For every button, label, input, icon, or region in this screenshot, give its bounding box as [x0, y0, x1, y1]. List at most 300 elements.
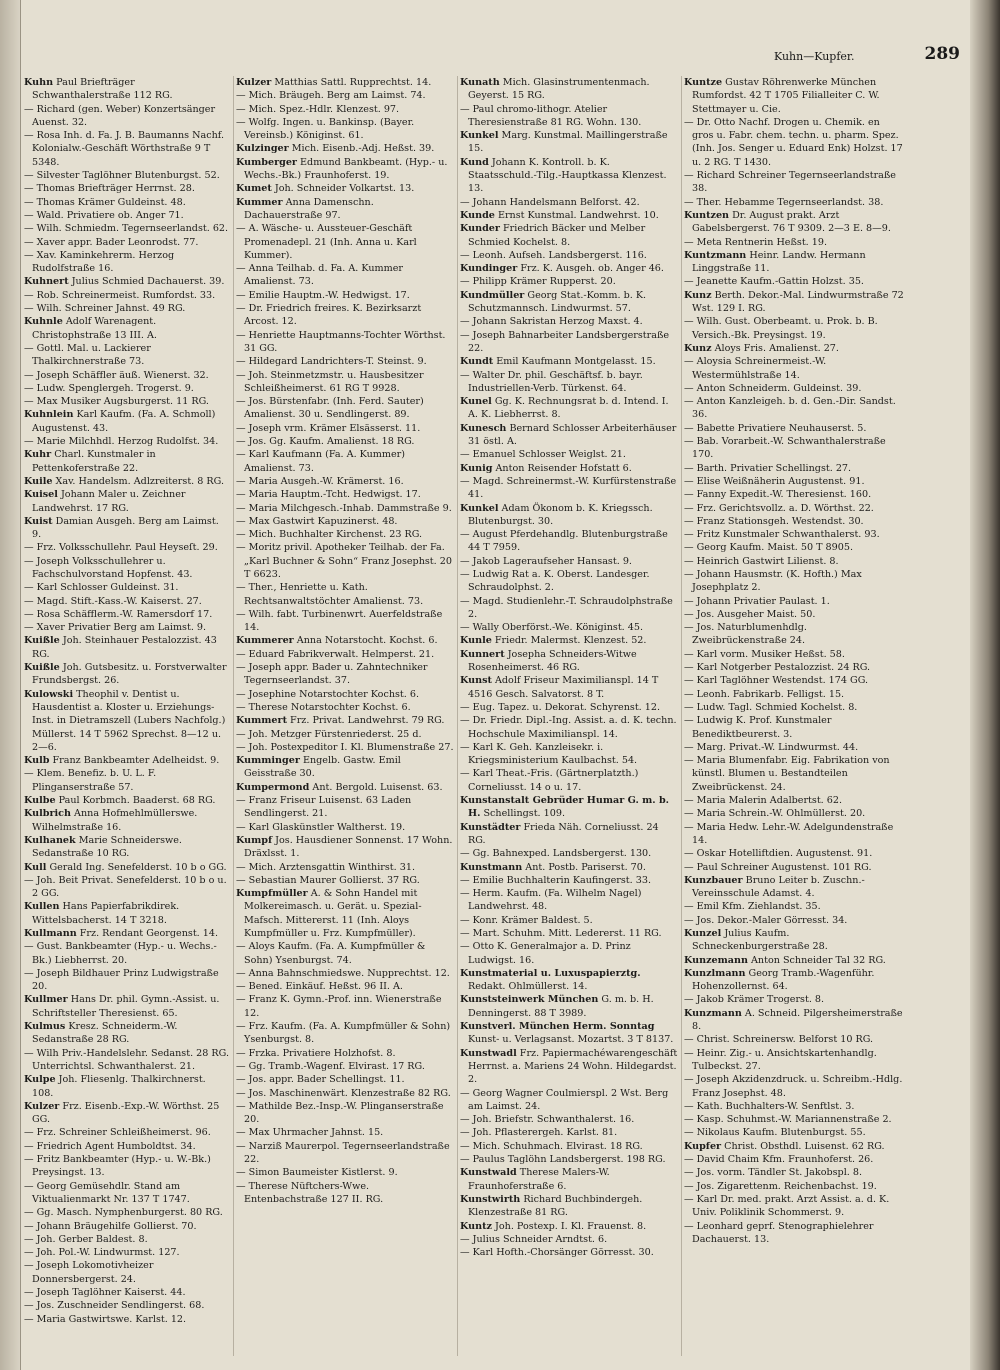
directory-entry [684, 435, 904, 462]
directory-entry [684, 76, 904, 116]
directory-entry [236, 262, 454, 289]
column-divider [681, 76, 682, 1356]
directory-entry [236, 103, 454, 116]
directory-entry [460, 289, 678, 316]
directory-entry [460, 222, 678, 249]
directory-entry [684, 1140, 904, 1153]
entry-text: — Julius Schneider Arndtst. 6. [460, 1233, 608, 1245]
directory-entry [24, 315, 230, 342]
entry-text: — Johann Handelsmann Belforst. 42. [460, 196, 640, 208]
entry-text: Julius Kaufm. Schneckenburgerstraße 28. [692, 928, 828, 953]
directory-entry [24, 634, 230, 661]
entry-text: — Aloysia Schreinermeist.-W. Westermühlstraße 14. [684, 356, 827, 381]
directory-entry [236, 887, 454, 940]
entry-text: — Karl Dr. med. prakt. Arzt Assist. a. d. K. Univ. Poliklinik Schommerst. 9. [684, 1193, 890, 1219]
directory-entry [236, 502, 454, 515]
directory-entry [684, 794, 904, 807]
entry-text: — Bened. Einkäuf. Heßst. 96 II. A. [236, 981, 403, 993]
entry-text: Frz. Papiermachéwarengeschäft Herrnst. a. Mariens 24 Wohn. Hildegardst. 2. [468, 1047, 678, 1086]
directory-entry [24, 1299, 230, 1312]
entry-text: — Wilh. Gust. Oberbeamt. u. Prok. b. B. Versich.-Bk. Preysingst. 19. [684, 316, 878, 341]
directory-entry [684, 555, 904, 568]
entry-text: — Friedrich Agent Humboldtst. 34. [24, 1140, 196, 1152]
entry-text: — Karl vorm. Musiker Heßst. 58. [684, 648, 845, 660]
directory-entry [236, 781, 454, 794]
entry-text: — Karl Taglöhner Westendst. 174 GG. [684, 675, 869, 687]
entry-text: Frz. Rendant Georgenst. 14. [76, 928, 219, 939]
entry-text: — Paulus Taglöhn Landsbergerst. 198 RG. [460, 1154, 666, 1166]
directory-entry [460, 847, 678, 860]
entry-text: — Mich. Bräugeh. Berg am Laimst. 74. [236, 90, 426, 102]
directory-entry [24, 302, 230, 315]
entry-text: — Karl Notgerber Pestalozzist. 24 RG. [684, 662, 871, 674]
column-4 [684, 76, 904, 1356]
entry-text: — Maria Malerin Adalbertst. 62. [684, 795, 843, 807]
entry-surname: Kunstwadl [460, 1047, 517, 1059]
entry-surname: Kuisel [24, 489, 58, 501]
entry-surname: Kunst [460, 675, 492, 687]
entry-text: — Magd. Schreinermst.-W. Kurfürstenstraße 41. [460, 475, 677, 501]
entry-surname: Kunststeinwerk München [460, 994, 599, 1006]
entry-text: — Joseph appr. Bader u. Zahntechniker Tegernseerlandst. 37. [236, 662, 428, 687]
entry-text: — Mathilde Bez.-Insp.-W. Plinganserstraße 20. [236, 1100, 444, 1126]
directory-entry [236, 355, 454, 368]
entry-surname: Kumpfmüller [236, 888, 308, 900]
entry-text: — Philipp Krämer Rupperst. 20. [460, 276, 616, 288]
directory-entry [460, 927, 678, 940]
directory-entry [24, 76, 230, 103]
entry-text: — Joh. Gerber Baldest. 8. [24, 1233, 148, 1245]
entry-text: — Joseph Lokomotivheizer Donnersbergerst. 24. [24, 1260, 154, 1285]
directory-entry [236, 488, 454, 501]
entry-text: Josepha Schneiders-Witwe Rosenheimerst. 46 RG. [468, 648, 637, 674]
entry-text: Kunst- u. Verlagsanst. Mozartst. 3 T 8137. [468, 1034, 674, 1046]
entry-text: — Gg. Bahnexped. Landsbergerst. 130. [460, 848, 652, 860]
directory-entry [460, 1246, 678, 1259]
directory-entry [460, 1020, 678, 1047]
entry-surname: Kunig [460, 462, 493, 474]
directory-entry [24, 608, 230, 621]
entry-text: Marg. Kunstmal. Maillingerstraße 15. [468, 130, 668, 155]
directory-entry [684, 275, 904, 288]
entry-surname: Kumpermond [236, 781, 310, 793]
directory-entry [460, 528, 678, 555]
directory-entry [460, 568, 678, 595]
directory-entry [460, 395, 678, 422]
entry-text: — Mich. Buchhalter Kirchenst. 23 RG. [236, 529, 423, 541]
entry-text: — Joseph Bahnarbeiter Landsbergerstraße 22. [460, 329, 670, 354]
entry-text: — Joseph Taglöhner Kaiserst. 44. [24, 1287, 186, 1299]
entry-text: — Xaver appr. Bader Leonrodst. 77. [24, 236, 199, 248]
entry-text: — Paul chromo-lithogr. Atelier Theresienstraße 81 RG. Wohn. 130. [460, 103, 642, 128]
directory-entry [684, 1166, 904, 1179]
directory-entry [24, 1140, 230, 1153]
directory-entry [236, 289, 454, 302]
directory-entry [460, 634, 678, 647]
entry-text: — Franz Stationsgeh. Westendst. 30. [684, 515, 864, 527]
directory-entry [236, 302, 454, 329]
entry-text: — Therese Notarstochter Kochst. 6. [236, 701, 411, 713]
directory-entry [684, 900, 904, 913]
entry-text: — Joh. Briefstr. Schwanthalerst. 16. [460, 1114, 635, 1126]
entry-text: — Therese Nüftchers-Wwe. Entenbachstraße 127 II. RG. [236, 1180, 384, 1205]
entry-surname: Kuntze [684, 77, 723, 88]
directory-entry [684, 1113, 904, 1126]
entry-surname: Kunzemann [684, 954, 748, 966]
entry-surname: Kuile [24, 475, 53, 487]
entry-text: — Emilie Hauptm.-W. Hedwigst. 17. [236, 289, 410, 301]
directory-entry [24, 395, 230, 408]
entry-text: — Ludw. Tagl. Schmied Kochelst. 8. [684, 701, 858, 713]
entry-surname: Kupfer [684, 1140, 722, 1152]
directory-entry [460, 1047, 678, 1087]
directory-entry [460, 767, 678, 794]
directory-entry [684, 661, 904, 674]
entry-text: — David Chaim Kfm. Fraunhoferst. 26. [684, 1154, 874, 1166]
directory-entry [684, 568, 904, 595]
entry-surname: Kunzlmann [684, 967, 746, 979]
directory-entry [684, 807, 904, 820]
entry-text: Georg Stat.-Komm. b. K. Schutzmannsch. Lindwurmst. 57. [468, 289, 647, 315]
directory-entry [236, 422, 454, 435]
directory-entry [684, 754, 904, 794]
entry-text: — Karl Hofth.-Chorsänger Görresst. 30. [460, 1247, 654, 1259]
entry-text: Friedr. Malermst. Klenzest. 52. [491, 635, 647, 647]
entry-text: — Joh. Postexpeditor I. Kl. Blumenstraße 27. [236, 741, 454, 753]
entry-text: — Jos. Ausgeher Maist. 50. [684, 608, 816, 620]
entry-text: — Gg. Tramb.-Wagenf. Elvirast. 17 RG. [236, 1060, 425, 1072]
entry-text: — Fritz Kunstmaler Schwanthalerst. 93. [684, 529, 880, 541]
entry-text: — Josephine Notarstochter Kochst. 6. [236, 688, 420, 700]
entry-surname: Kunnert [460, 648, 505, 660]
entry-text: — Elise Weißnäherin Augustenst. 91. [684, 475, 865, 487]
directory-entry [460, 462, 678, 475]
entry-text: — Sebastian Maurer Gollierst. 37 RG. [236, 874, 420, 886]
entry-text: Frz. Eisenb.-Exp.-W. Wörthst. 25 GG. [32, 1100, 220, 1126]
directory-entry [684, 1100, 904, 1113]
directory-entry [24, 541, 230, 554]
directory-entry [24, 900, 230, 927]
entry-text: — Frz. Gerichtsvollz. a. D. Wörthst. 22. [684, 502, 874, 514]
directory-entry [460, 1220, 678, 1233]
entry-text: — Wolfg. Ingen. u. Bankinsp. (Bayer. Vereinsb.) Königinst. 61. [236, 116, 415, 142]
entry-text: Frz. K. Ausgeh. ob. Anger 46. [517, 263, 664, 275]
entry-text: — Gottl. Mal. u. Lackierer Thalkirchnerstraße 73. [24, 342, 151, 368]
entry-text: A. Schneid. Pilgersheimerstraße 8. [692, 1007, 903, 1033]
entry-text: Hans Papierfabrikdirek. Wittelsbacherst. 14 T 3218. [32, 901, 180, 926]
directory-entry [460, 1166, 678, 1193]
directory-entry [236, 475, 454, 488]
entry-text: — A. Wäsche- u. Aussteuer-Geschäft Promenadepl. 21 (Inh. Anna u. Karl Kummer). [236, 223, 417, 261]
entry-text: — Joh. Beit Privat. Senefelderst. 10 b o u. 2 GG. [24, 874, 227, 900]
directory-entry [236, 329, 454, 356]
entry-text: Joh. Schneider Volkartst. 13. [271, 183, 415, 195]
entry-surname: Kummerer [236, 635, 294, 647]
entry-text: — Mart. Schuhm. Mitt. Ledererst. 11 RG. [460, 928, 662, 939]
entry-surname: Kumberger [236, 156, 297, 168]
entry-text: — Meta Rentnerin Heßst. 19. [684, 236, 828, 248]
entry-surname: Kunz [684, 289, 712, 301]
directory-entry [24, 249, 230, 276]
entry-text: Adam Ökonom b. K. Kriegssch. Blutenburgst. 30. [468, 502, 653, 527]
entry-surname: Kulzinger [236, 143, 289, 155]
entry-surname: Kunstädter [460, 821, 521, 833]
directory-entry [24, 754, 230, 767]
directory-entry [460, 821, 678, 848]
directory-entry [684, 621, 904, 648]
entry-surname: Kunzmann [684, 1007, 742, 1019]
entry-text: Ernst Kunstmal. Landwehrst. 10. [494, 209, 659, 221]
entry-text: — Fanny Expedit.-W. Theresienst. 160. [684, 489, 872, 501]
entry-surname: Kuhnle [24, 316, 63, 328]
entry-text: — Marg. Privat.-W. Lindwurmst. 44. [684, 741, 859, 753]
directory-entry [460, 329, 678, 356]
entry-text: — Georg Wagner Coulmierspl. 2 Wst. Berg am Laimst. 24. [460, 1087, 669, 1112]
entry-text: — Otto K. Generalmajor a. D. Prinz Ludwigst. 16. [460, 941, 631, 966]
entry-text: — Max Gastwirt Kapuzinerst. 48. [236, 515, 398, 527]
entry-text: — Thomas Briefträger Herrnst. 28. [24, 183, 195, 195]
entry-text: Karl Kaufm. (Fa. A. Schmoll) Augustenst. 43. [32, 409, 216, 434]
entry-text: — Johann Hausmstr. (K. Hofth.) Max Josephplatz 2. [684, 568, 862, 594]
directory-entry [460, 76, 678, 103]
directory-entry [236, 435, 454, 448]
entry-text: — Frz. Schreiner Schleißheimerst. 96. [24, 1127, 211, 1139]
directory-entry [460, 196, 678, 209]
directory-entry [24, 408, 230, 435]
entry-text: — Richard Schreiner Tegernseerlandstraße 38. [684, 170, 896, 195]
directory-entry [236, 794, 454, 821]
directory-entry [24, 927, 230, 940]
directory-entry [236, 1180, 454, 1207]
entry-text: — Frz. Kaufm. (Fa. A. Kumpfmüller & Sohn) Ysenburgst. 8. [236, 1021, 451, 1046]
entry-surname: Kuhn [24, 77, 54, 88]
directory-entry [24, 993, 230, 1020]
entry-text: Richard Buchbindergeh. Klenzestraße 81 RG. [468, 1193, 643, 1219]
directory-entry [684, 954, 904, 967]
entry-text: — Emilie Buchhalterin Kaufingerst. 33. [460, 874, 652, 886]
entry-text: Edmund Bankbeamt. (Hyp.- u. Wechs.-Bk.) Fraunhoferst. 19. [244, 156, 448, 182]
entry-text: Georg Tramb.-Wagenführ. Hohenzollernst. 64. [692, 967, 875, 993]
directory-entry [236, 116, 454, 143]
directory-entry [460, 940, 678, 967]
entry-text: — Joh. Pflasterergeh. Karlst. 81. [460, 1127, 618, 1139]
directory-entry [236, 993, 454, 1020]
entry-text: — Max Musiker Augsburgerst. 11 RG. [24, 396, 209, 408]
entry-surname: Kulbrich [24, 808, 71, 820]
directory-entry [24, 688, 230, 754]
directory-entry [236, 980, 454, 993]
entry-text: — Richard (gen. Weber) Konzertsänger Auenst. 32. [24, 103, 216, 128]
directory-entry [24, 621, 230, 634]
directory-entry [684, 914, 904, 927]
entry-text: — Maria Milchgesch.-Inhab. Dammstraße 9. [236, 502, 452, 514]
entry-surname: Kunzel [684, 928, 722, 939]
directory-entry [236, 1020, 454, 1047]
directory-entry [460, 914, 678, 927]
entry-text: Theophil v. Dentist u. Hausdentist a. Kloster u. Erziehungs-Inst. in Dietramszell (Lubers Nachfolg.) Müllerst. 14 T 5962 Sprechst. 8—12 u. 2—6. [32, 688, 226, 753]
directory-entry [24, 807, 230, 834]
entry-text: — Gg. Masch. Nymphenburgerst. 80 RG. [24, 1207, 223, 1219]
entry-surname: Kuntz [460, 1220, 492, 1232]
directory-entry [684, 927, 904, 954]
entry-text: — Eduard Fabrikverwalt. Helmperst. 21. [236, 648, 435, 660]
entry-text: Mich. Glasinstrumentenmach. Geyerst. 15 RG. [468, 77, 650, 102]
directory-entry [460, 1140, 678, 1153]
entry-text: — Maria Hauptm.-Tcht. Hedwigst. 17. [236, 489, 421, 501]
entry-text: Matthias Sattl. Rupprechtst. 14. [271, 77, 432, 88]
directory-entry [684, 249, 904, 276]
entry-text: Marie Schneiderswe. Sedanstraße 10 RG. [32, 834, 182, 860]
directory-entry [24, 794, 230, 807]
directory-entry [236, 1166, 454, 1179]
directory-entry [460, 1193, 678, 1220]
entry-text: — Maria Hedw. Lehr.-W. Adelgundenstraße 14. [684, 821, 894, 846]
entry-text: — Oskar Hotelliftdien. Augustenst. 91. [684, 848, 873, 860]
directory-entry [24, 555, 230, 582]
directory-entry [684, 315, 904, 342]
entry-surname: Kumminger [236, 755, 300, 767]
entry-text: — Joseph vrm. Krämer Elsässerst. 11. [236, 422, 421, 434]
directory-entry [24, 1100, 230, 1127]
entry-surname: Kuißle [24, 635, 60, 647]
directory-entry [460, 209, 678, 222]
entry-text: — Johann Sakristan Herzog Maxst. 4. [460, 316, 643, 328]
entry-text: Anton Reisender Hofstatt 6. [492, 462, 632, 474]
directory-entry [460, 1113, 678, 1126]
directory-entry [684, 595, 904, 608]
directory-entry [24, 169, 230, 182]
entry-text: — Anton Kanzleigeh. b. d. Gen.-Dir. Sandst. 36. [684, 396, 896, 421]
entry-text: — Paul Schreiner Augustenst. 101 RG. [684, 861, 872, 873]
entry-surname: Kuntzmann [684, 249, 747, 261]
directory-entry [684, 342, 904, 355]
entry-text: A. & Sohn Handel mit Molkereimasch. u. Gerät. u. Spezial-Mafsch. Mittererst. 11 (Inh. Aloys Kumpfmüller u. Frz. Kumpfmüller). [244, 888, 422, 939]
entry-surname: Kundinger [460, 263, 518, 275]
entry-text: Jos. Hausdiener Sonnenst. 17 Wohn. Dräxlsst. 1. [244, 834, 453, 860]
directory-entry [236, 76, 454, 89]
entry-text: Xav. Handelsm. Adlzreiterst. 8 RG. [52, 475, 225, 487]
directory-entry [236, 581, 454, 608]
entry-text: — Wilh. Schreiner Jahnst. 49 RG. [24, 303, 186, 315]
entry-text: — Franz Friseur Luisenst. 63 Laden Sendlingerst. 21. [236, 795, 412, 820]
directory-entry [460, 448, 678, 461]
directory-entry [24, 1259, 230, 1286]
entry-text: Franz Bankbeamter Adelheidst. 9. [49, 755, 220, 767]
directory-entry [684, 475, 904, 488]
directory-entry [460, 887, 678, 914]
entry-text: — Barth. Privatier Schellingst. 27. [684, 462, 852, 474]
entry-text: — Rosa Inh. d. Fa. J. B. Baumanns Nachf. Kolonialw.-Geschäft Wörthstraße 9 T 5348. [24, 130, 225, 168]
entry-text: Gg. K. Rechnungsrat b. d. Intend. I. A. K. Liebherrst. 8. [468, 396, 669, 421]
book-page-edge [970, 0, 1000, 1370]
directory-entry [460, 595, 678, 622]
directory-entry [24, 1246, 230, 1259]
directory-entry [460, 369, 678, 396]
directory-entry [684, 741, 904, 754]
directory-entry [460, 648, 678, 675]
directory-entry [460, 861, 678, 874]
directory-entry [684, 1007, 904, 1034]
entry-text: Johann K. Kontroll. b. K. Staatsschuld.-Tilg.-Hauptkassa Klenzest. 13. [468, 156, 667, 195]
entry-text: — Jos. appr. Bader Schellingst. 11. [236, 1074, 405, 1086]
entry-text: Kresz. Schneiderm.-W. Sedanstraße 28 RG. [32, 1021, 178, 1046]
entry-text: — Joseph Bildhauer Prinz Ludwigstraße 20. [24, 967, 219, 993]
entry-text: — Mich. Arztensgattin Winthirst. 31. [236, 861, 416, 873]
directory-entry [460, 422, 678, 449]
entry-text: — Ludw. Spenglergeh. Trogerst. 9. [24, 382, 194, 394]
directory-entry [236, 369, 454, 396]
directory-entry [236, 821, 454, 834]
entry-text: — Wilh. Schmiedm. Tegernseerlandst. 62. [24, 223, 229, 235]
entry-text: — Dr. Friedr. Dipl.-Ing. Assist. a. d. K. techn. Hochschule Maximilianspl. 14. [460, 715, 677, 740]
entry-surname: Kunstwirth [460, 1193, 521, 1205]
entry-text: — Leonh. Fabrikarb. Felligst. 15. [684, 688, 845, 700]
entry-surname: Kulhanek [24, 834, 76, 846]
entry-text: — Jos. Maschinenwärt. Klenzestraße 82 RG. [236, 1087, 451, 1099]
entry-text: — Karl Kaufmann (Fa. A. Kummer) Amalienst. 73. [236, 449, 406, 474]
directory-entry [684, 701, 904, 714]
entry-text: — Fritz Bankbeamter (Hyp.- u. W.-Bk.) Preysingst. 13. [24, 1154, 211, 1179]
entry-text: G. m. b. H. Denningerst. 88 T 3989. [468, 994, 654, 1019]
column-divider [457, 76, 458, 1356]
entry-text: Aloys Fris. Amalienst. 27. [711, 342, 839, 354]
entry-text: Julius Schmied Dachauerst. 39. [68, 276, 225, 288]
entry-text: — Nikolaus Kaufm. Blutenburgst. 55. [684, 1127, 866, 1139]
directory-entry [236, 741, 454, 754]
entry-text: — Georg Gemüsehdlr. Stand am Viktualienmarkt Nr. 137 T 1747. [24, 1180, 190, 1205]
directory-entry [460, 103, 678, 130]
entry-text: Engelb. Gastw. Emil Geisstraße 30. [244, 755, 401, 780]
entry-text: — Jos. vorm. Tändler St. Jakobspl. 8. [684, 1167, 863, 1179]
entry-text: — Moritz privil. Apotheker Teilhab. der Fa. „Karl Buchner & Sohn“ Franz Josephst. 20 T 6623. [236, 542, 452, 580]
entry-text: — Maria Ausgeh.-W. Krämerst. 16. [236, 475, 404, 487]
entry-text: — Karl K. Geh. Kanzleisekr. i. Kriegsministerium Kaulbachst. 54. [460, 741, 638, 767]
directory-entry [684, 209, 904, 236]
entry-text: — Jakob Lageraufseher Hansast. 9. [460, 555, 632, 567]
directory-entry [460, 874, 678, 887]
directory-entry [460, 621, 678, 634]
directory-entry [460, 1153, 678, 1166]
entry-text: — Jos. Gg. Kaufm. Amalienst. 18 RG. [236, 436, 415, 448]
entry-surname: Kuist [24, 515, 53, 527]
entry-text: Dr. August prakt. Arzt Gabelsbergerst. 76 T 9309. 2—3 E. 8—9. [692, 209, 891, 235]
entry-text: — Karl Glaskünstler Waltherst. 19. [236, 821, 406, 833]
entry-surname: Kuhnert [24, 276, 69, 288]
entry-text: — Mich. Schuhmach. Elvirast. 18 RG. [460, 1140, 643, 1152]
entry-text: — Magd. Stift.-Kass.-W. Kaiserst. 27. [24, 595, 202, 607]
directory-entry [24, 182, 230, 195]
directory-entry [684, 1126, 904, 1139]
directory-entry [24, 289, 230, 302]
directory-entry [684, 993, 904, 1006]
directory-entry [24, 475, 230, 488]
entry-text: — Maria Gastwirtswe. Karlst. 12. [24, 1313, 187, 1325]
entry-text: — Joh. Steinmetzmstr. u. Hausbesitzer Schleißheimerst. 61 RG T 9928. [236, 369, 424, 394]
directory-entry [684, 608, 904, 621]
entry-text: — Babette Privatiere Neuhauserst. 5. [684, 422, 867, 434]
facing-page-edge [0, 0, 21, 1370]
entry-text: — Wilh Priv.-Handelslehr. Sedanst. 28 RG. Unterrichtsl. Schwanthalerst. 21. [24, 1047, 230, 1072]
entry-text: — Klem. Benefiz. b. U. L. F. Plinganserstraße 57. [24, 768, 157, 793]
directory-entry [236, 688, 454, 701]
entry-text: — Silvester Taglöhner Blutenburgst. 52. [24, 170, 220, 182]
directory-entry [236, 395, 454, 422]
directory-entry [460, 741, 678, 768]
directory-entry [684, 488, 904, 501]
entry-text: — Joh. Metzger Fürstenriederst. 25 d. [236, 728, 422, 740]
entry-text: Berth. Dekor.-Mal. Lindwurmstraße 72 Wst. 129 I. RG. [692, 289, 904, 315]
directory-entry [236, 834, 454, 861]
